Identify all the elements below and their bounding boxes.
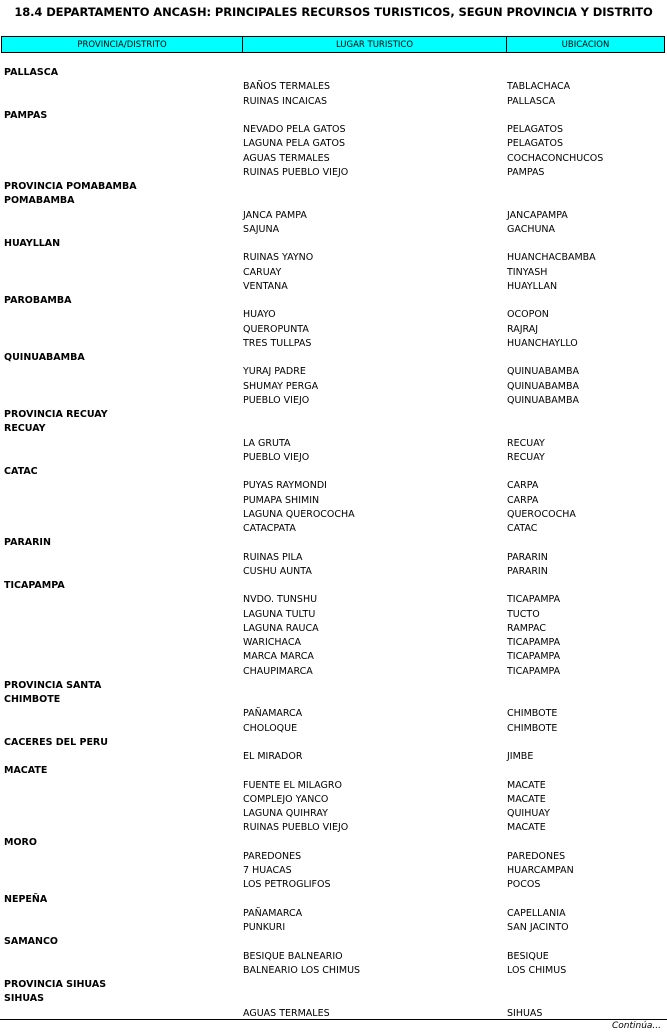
lugar-turistico-cell: SAJUNA (243, 223, 280, 235)
table-row (0, 878, 667, 892)
table-row (0, 693, 667, 707)
ubicacion-cell: MACATE (507, 822, 546, 834)
ubicacion-cell: HUAYLLAN (507, 280, 558, 292)
provincia-distrito-cell: TICAPAMPA (4, 580, 65, 591)
ubicacion-cell: TINYASH (507, 266, 548, 278)
ubicacion-cell: PAMPAS (507, 166, 545, 178)
ubicacion-cell: RECUAY (507, 437, 545, 449)
table-row (0, 793, 667, 807)
table-row (0, 237, 667, 251)
lugar-turistico-cell: LOS PETROGLIFOS (243, 879, 331, 891)
ubicacion-cell: QUIHUAY (507, 808, 550, 819)
ubicacion-cell: CARPA (507, 494, 539, 506)
lugar-turistico-cell: PAREDONES (243, 850, 302, 862)
table-row (0, 893, 667, 907)
lugar-turistico-cell: VENTANA (243, 280, 288, 292)
provincia-distrito-cell: PAMPAS (4, 109, 48, 121)
footer-rule (0, 1019, 667, 1020)
table-row (0, 465, 667, 479)
ubicacion-cell: TUCTO (507, 608, 540, 620)
table-row (0, 608, 667, 622)
provincia-distrito-cell: PROVINCIA SIHUAS (4, 979, 107, 990)
continua-note: Continúa... (611, 1021, 661, 1031)
table-row (0, 294, 667, 308)
table-row (0, 636, 667, 650)
ubicacion-cell: TICAPAMPA (507, 665, 561, 677)
table-row (0, 80, 667, 94)
table-row (0, 779, 667, 793)
ubicacion-cell: RAMPAC (507, 622, 546, 634)
lugar-turistico-cell: CHAUPIMARCA (243, 665, 313, 677)
table-row (0, 437, 667, 451)
lugar-turistico-cell: BALNEARIO LOS CHIMUS (243, 964, 361, 976)
ubicacion-cell: PELAGATOS (507, 124, 564, 135)
header-ubicacion: UBICACION (561, 40, 610, 50)
ubicacion-cell: TICAPAMPA (507, 594, 561, 606)
table-row (0, 365, 667, 379)
provincia-distrito-cell: PARARIN (4, 537, 51, 549)
lugar-turistico-cell: 7 HUACAS (243, 865, 292, 876)
table-row (0, 479, 667, 493)
table-row (0, 209, 667, 223)
ubicacion-cell: PELAGATOS (507, 138, 564, 150)
table-row (0, 978, 667, 992)
provincia-distrito-cell: POMABAMBA (4, 195, 75, 207)
ubicacion-cell: TABLACHACA (507, 81, 571, 93)
lugar-turistico-cell: BESIQUE BALNEARIO (243, 950, 343, 962)
table-row (0, 251, 667, 265)
table-row (0, 964, 667, 978)
table-header (1, 36, 665, 53)
table-row (0, 223, 667, 237)
lugar-turistico-cell: NVDO. TUNSHU (243, 594, 318, 606)
ubicacion-cell: SIHUAS (507, 1007, 543, 1019)
table-row (0, 422, 667, 436)
lugar-turistico-cell: TRES TULLPAS (243, 337, 312, 349)
table-row (0, 123, 667, 137)
lugar-turistico-cell: HUAYO (243, 309, 276, 321)
provincia-distrito-cell: MACATE (4, 765, 48, 777)
ubicacion-cell: PARARIN (507, 551, 548, 563)
lugar-turistico-cell: JANCA PAMPA (243, 209, 307, 221)
ubicacion-cell: LOS CHIMUS (507, 964, 567, 976)
ubicacion-cell: SAN JACINTO (507, 922, 569, 933)
table-row (0, 551, 667, 565)
lugar-turistico-cell: PUNKURI (243, 922, 286, 933)
lugar-turistico-cell: PUEBLO VIEJO (243, 451, 310, 463)
table-row (0, 864, 667, 878)
table-row (0, 950, 667, 964)
lugar-turistico-cell: RUINAS YAYNO (243, 252, 314, 264)
ubicacion-cell: HUARCAMPAN (507, 865, 574, 876)
ubicacion-cell: QUINUABAMBA (507, 380, 580, 392)
provincia-distrito-cell: RECUAY (4, 423, 46, 435)
ubicacion-cell: PALLASCA (507, 95, 556, 107)
provincia-distrito-cell: CHIMBOTE (4, 694, 61, 705)
lugar-turistico-cell: LAGUNA TULTU (243, 608, 316, 620)
provincia-distrito-cell: PAROBAMBA (4, 295, 72, 306)
lugar-turistico-cell: RUINAS INCAICAS (243, 95, 328, 107)
table-row (0, 109, 667, 123)
header-lugar-turistico: LUGAR TURISTICO (243, 37, 507, 52)
lugar-turistico-cell: PUYAS RAYMONDI (243, 480, 327, 492)
table-row (0, 821, 667, 835)
ubicacion-cell: BESIQUE (507, 950, 549, 962)
ubicacion-cell: HUANCHACBAMBA (507, 252, 596, 264)
table-row (0, 137, 667, 151)
lugar-turistico-cell: LAGUNA QUEROCOCHA (243, 508, 355, 520)
provincia-distrito-cell: PROVINCIA POMABAMBA (4, 181, 137, 192)
lugar-turistico-cell: CHOLOQUE (243, 722, 298, 734)
ubicacion-cell: RAJRAJ (507, 323, 539, 335)
lugar-turistico-cell: CUSHU AUNTA (243, 565, 312, 577)
lugar-turistico-cell: AGUAS TERMALES (243, 152, 330, 164)
lugar-turistico-cell: MARCA MARCA (243, 651, 314, 663)
lugar-turistico-cell: PUMAPA SHIMIN (243, 494, 320, 506)
table-row (0, 522, 667, 536)
table-row (0, 736, 667, 750)
lugar-turistico-cell: BAÑOS TERMALES (243, 81, 331, 93)
table-row (0, 565, 667, 579)
table-row (0, 166, 667, 180)
lugar-turistico-cell: RUINAS PILA (243, 551, 303, 563)
provincia-distrito-cell: HUAYLLAN (4, 238, 61, 249)
ubicacion-cell: MACATE (507, 793, 546, 805)
table-body (0, 66, 667, 1021)
ubicacion-cell: CAPELLANIA (507, 907, 566, 919)
table-row (0, 836, 667, 850)
table-row (0, 750, 667, 764)
table-row (0, 935, 667, 949)
ubicacion-cell: PAREDONES (507, 850, 566, 862)
lugar-turistico-cell: AGUAS TERMALES (243, 1007, 330, 1019)
provincia-distrito-cell: PROVINCIA SANTA (4, 679, 102, 691)
table-row (0, 66, 667, 80)
lugar-turistico-cell: LAGUNA RAUCA (243, 622, 319, 634)
table-row (0, 579, 667, 593)
lugar-turistico-cell: FUENTE EL MILAGRO (243, 779, 342, 791)
lugar-turistico-cell: WARICHACA (243, 637, 302, 648)
lugar-turistico-cell: PAÑAMARCA (243, 907, 303, 919)
lugar-turistico-cell: CATACPATA (243, 523, 296, 534)
table-row (0, 95, 667, 109)
lugar-turistico-cell: PAÑAMARCA (243, 708, 303, 720)
provincia-distrito-cell: QUINUABAMBA (4, 352, 85, 363)
lugar-turistico-cell: COMPLEJO YANCO (243, 793, 329, 805)
lugar-turistico-cell: NEVADO PELA GATOS (243, 124, 346, 135)
table-row (0, 266, 667, 280)
lugar-turistico-cell: PUEBLO VIEJO (243, 394, 310, 406)
ubicacion-cell: QUEROCOCHA (507, 508, 576, 520)
table-row (0, 394, 667, 408)
ubicacion-cell: JIMBE (507, 751, 534, 762)
ubicacion-cell: TICAPAMPA (507, 651, 561, 663)
ubicacion-cell: MACATE (507, 779, 546, 791)
table-row (0, 180, 667, 194)
ubicacion-cell: CATAC (507, 523, 538, 534)
table-row (0, 921, 667, 935)
ubicacion-cell: QUINUABAMBA (507, 394, 580, 406)
ubicacion-cell: PARARIN (507, 565, 548, 577)
lugar-turistico-cell: QUEROPUNTA (243, 323, 309, 335)
table-row (0, 707, 667, 721)
ubicacion-cell: CARPA (507, 480, 539, 492)
table-row (0, 494, 667, 508)
provincia-distrito-cell: CACERES DEL PERU (4, 736, 108, 748)
ubicacion-cell: RECUAY (507, 451, 545, 463)
table-row (0, 807, 667, 821)
table-row (0, 665, 667, 679)
table-row (0, 323, 667, 337)
ubicacion-cell: JANCAPAMPA (507, 209, 568, 221)
lugar-turistico-cell: EL MIRADOR (243, 751, 303, 762)
table-row (0, 380, 667, 394)
table-row (0, 351, 667, 365)
table-row (0, 593, 667, 607)
provincia-distrito-cell: MORO (4, 836, 37, 848)
table-row (0, 850, 667, 864)
lugar-turistico-cell: LA GRUTA (243, 437, 291, 449)
lugar-turistico-cell: RUINAS PUEBLO VIEJO (243, 166, 349, 178)
provincia-distrito-cell: SAMANCO (4, 936, 58, 948)
header-provincia-distrito: PROVINCIA/DISTRITO (2, 37, 243, 52)
lugar-turistico-cell: YURAJ PADRE (243, 366, 306, 378)
ubicacion-cell: GACHUNA (507, 223, 556, 235)
ubicacion-cell: CHIMBOTE (507, 722, 558, 734)
ubicacion-cell: HUANCHAYLLO (507, 337, 578, 349)
ubicacion-cell: POCOS (507, 879, 541, 891)
provincia-distrito-cell: SIHUAS (4, 993, 44, 1005)
provincia-distrito-cell: PALLASCA (4, 67, 59, 78)
table-row (0, 337, 667, 351)
table-row (0, 194, 667, 208)
page-title: 18.4 DEPARTAMENTO ANCASH: PRINCIPALES RECURSOS TURISTICOS, SEGUN PROVINCIA Y DISTRITO (14, 5, 653, 19)
lugar-turistico-cell: RUINAS PUEBLO VIEJO (243, 822, 349, 834)
table-row (0, 679, 667, 693)
table-row (0, 280, 667, 294)
table-row (0, 650, 667, 664)
table-row (0, 308, 667, 322)
table-row (0, 408, 667, 422)
ubicacion-cell: COCHACONCHUCOS (507, 152, 604, 164)
provincia-distrito-cell: NEPEÑA (4, 893, 48, 905)
ubicacion-cell: CHIMBOTE (507, 708, 558, 720)
provincia-distrito-cell: PROVINCIA RECUAY (4, 409, 108, 420)
ubicacion-cell: OCOPON (507, 309, 549, 321)
table-row (0, 152, 667, 166)
lugar-turistico-cell: LAGUNA QUIHRAY (243, 808, 328, 819)
provincia-distrito-cell: CATAC (4, 466, 38, 477)
lugar-turistico-cell: LAGUNA PELA GATOS (243, 138, 345, 150)
table-row (0, 536, 667, 550)
table-row (0, 992, 667, 1006)
table-row (0, 622, 667, 636)
table-row (0, 907, 667, 921)
ubicacion-cell: TICAPAMPA (507, 637, 561, 648)
table-row (0, 508, 667, 522)
table-row (0, 451, 667, 465)
table-row (0, 764, 667, 778)
lugar-turistico-cell: CARUAY (243, 266, 282, 278)
ubicacion-cell: QUINUABAMBA (507, 366, 580, 378)
lugar-turistico-cell: SHUMAY PERGA (243, 380, 319, 392)
table-row (0, 722, 667, 736)
